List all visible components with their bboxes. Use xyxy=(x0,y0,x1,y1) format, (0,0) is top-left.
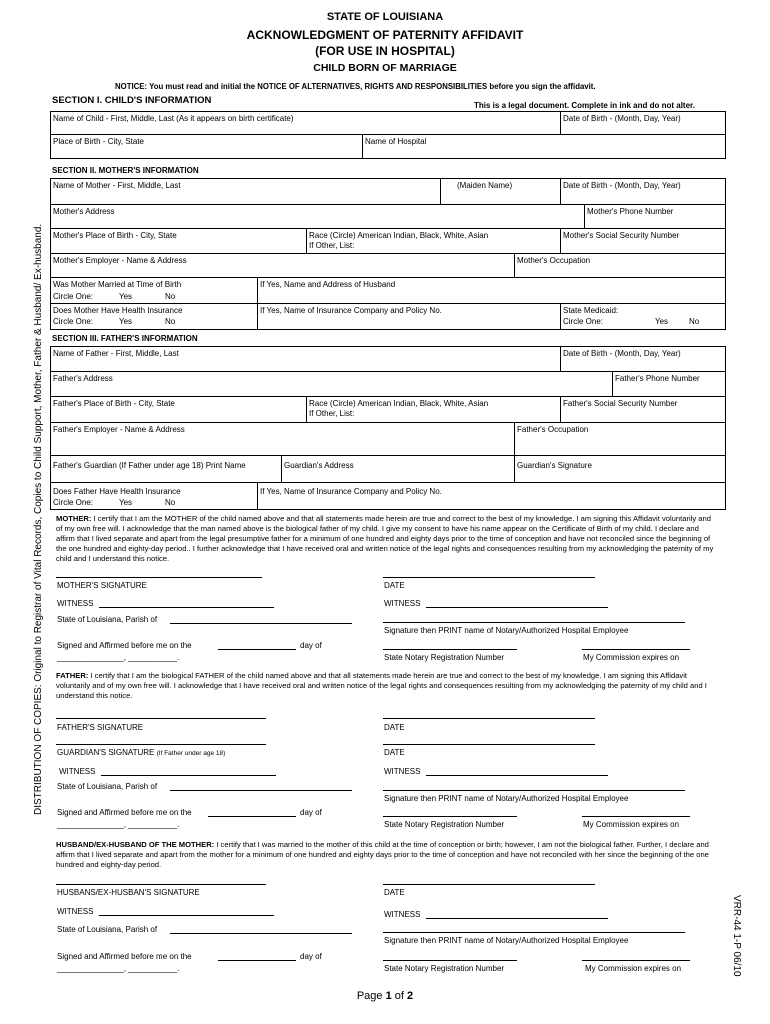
husband-lead: HUSBAND/EX-HUSBAND OF THE MOTHER: xyxy=(56,840,215,849)
father-lead: FATHER: xyxy=(56,671,89,680)
field-label: Was Mother Married at Time of Birth xyxy=(53,280,182,289)
husband-date-line[interactable] xyxy=(383,884,595,885)
husband-parish-line[interactable] xyxy=(170,933,352,934)
field-label: If Other, List: xyxy=(309,241,355,250)
mother-registration-label: State Notary Registration Number xyxy=(384,653,505,662)
husband-signature-line[interactable] xyxy=(56,884,266,885)
field-label: Name of Child - First, Middle, Last (As it appears on birth certificate) xyxy=(53,114,294,123)
guardian-signature-field[interactable] xyxy=(514,455,726,483)
form-subtitle: (FOR USE IN HOSPITAL) xyxy=(315,44,455,58)
field-label: Race (Circle) American Indian, Black, White, Asian xyxy=(309,231,489,240)
mother-date-line[interactable] xyxy=(383,577,595,578)
husband-signed-label: Signed and Affirmed before me on the xyxy=(57,952,192,961)
father-insurance-field[interactable] xyxy=(50,482,258,510)
husband-parish-label: State of Louisiana, Parish of xyxy=(57,925,158,934)
husband-signature-label: HUSBANS/EX-HUSBAN'S SIGNATURE xyxy=(57,888,200,897)
mother-commission-label: My Commission expires on xyxy=(583,653,680,662)
mother-insurance-company-field[interactable] xyxy=(257,303,561,330)
father-notary-label: Signature then PRINT name of Notary/Authorized Hospital Employee xyxy=(384,794,629,803)
father-name-field[interactable] xyxy=(50,346,561,372)
husband-certification xyxy=(56,840,716,870)
mother-race-field[interactable] xyxy=(306,228,561,254)
field-label: Guardian's Signature xyxy=(517,461,592,470)
circle-one-label: Circle One: xyxy=(53,317,94,326)
section-3-title: SECTION III. FATHER'S INFORMATION xyxy=(52,334,198,343)
mother-witness-line[interactable] xyxy=(99,607,274,608)
page-total: 2 xyxy=(407,990,414,1002)
field-label: (Maiden Name) xyxy=(457,181,513,190)
father-witness-line[interactable] xyxy=(101,775,276,776)
mother-name-field[interactable] xyxy=(50,178,441,205)
mother-notary-line[interactable] xyxy=(383,622,685,623)
option-yes[interactable]: Yes xyxy=(119,317,133,326)
father-registration-line[interactable] xyxy=(383,816,517,817)
father-pob-field[interactable] xyxy=(50,396,307,423)
legal-note: This is a legal document. Complete in ink and do not alter. xyxy=(474,101,695,110)
field-label: Date of Birth - (Month, Day, Year) xyxy=(563,114,681,123)
field-label: Name of Mother - First, Middle, Last xyxy=(53,181,181,190)
father-phone-field[interactable] xyxy=(612,371,726,397)
option-no[interactable]: No xyxy=(689,317,700,326)
husband-notary-label: Signature then PRINT name of Notary/Authorized Hospital Employee xyxy=(384,936,629,945)
guardian-address-field[interactable] xyxy=(281,455,515,483)
guardian-signature-label xyxy=(57,748,225,759)
father-year-blank[interactable]: _______________, ___________. xyxy=(57,820,180,829)
father-text: I certify that I am the biological FATHER of the child named above and that all statements made herein are true and correct to the best of my knowledge. I am signing this Affidavit voluntarily and of my own free will. I acknowledge that I have received oral and written notice of the legal rights and consequences resulting from my acknowledging the paternity of my child and I understand this notice. xyxy=(56,671,707,700)
field-label: Mother's Address xyxy=(53,207,115,216)
father-certification xyxy=(56,671,716,701)
form-subtitle-2: CHILD BORN OF MARRIAGE xyxy=(313,62,457,74)
page-number xyxy=(0,990,770,1003)
father-registration-label: State Notary Registration Number xyxy=(384,820,505,829)
mother-year-blank[interactable]: _______________, ___________. xyxy=(57,653,180,662)
husband-commission-line[interactable] xyxy=(582,960,690,961)
mother-signed-label: Signed and Affirmed before me on the xyxy=(57,641,192,650)
field-label: Mother's Employer - Name & Address xyxy=(53,256,187,265)
field-label: If Yes, Name of Insurance Company and Policy No. xyxy=(260,306,442,315)
page-of: of xyxy=(391,990,408,1002)
mother-certification xyxy=(56,514,716,564)
father-witness-label: WITNESS xyxy=(59,767,96,776)
father-date-line[interactable] xyxy=(383,718,595,719)
husband-witness2-label: WITNESS xyxy=(384,910,421,919)
mother-signature-label: MOTHER'S SIGNATURE xyxy=(57,581,147,590)
mother-parish-label: State of Louisiana, Parish of xyxy=(57,615,158,624)
mother-notary-label: Signature then PRINT name of Notary/Authorized Hospital Employee xyxy=(384,626,629,635)
hospital-name-field[interactable] xyxy=(362,134,726,159)
circle-one-label: Circle One: xyxy=(563,317,604,326)
field-label: Mother's Phone Number xyxy=(587,207,674,216)
father-signed-label: Signed and Affirmed before me on the xyxy=(57,808,192,817)
mother-witness2-label: WITNESS xyxy=(384,599,421,608)
section-1-title: SECTION I. CHILD'S INFORMATION xyxy=(52,95,212,106)
mother-married-field[interactable] xyxy=(50,277,258,304)
father-date2-label: DATE xyxy=(384,748,405,757)
father-date2-line[interactable] xyxy=(383,744,595,745)
distribution-note: DISTRIBUTION OF COPIES: Original to Registrar of Vital Records, Copies to Child Support, Mother, Father & Husband/ Ex-husband. xyxy=(33,223,44,815)
circle-one-label: Circle One: xyxy=(53,292,94,301)
husband-registration-label: State Notary Registration Number xyxy=(384,964,505,973)
father-employer-field[interactable] xyxy=(50,422,515,456)
mother-witness-label: WITNESS xyxy=(57,599,94,608)
father-date-label: DATE xyxy=(384,723,405,732)
mother-phone-field[interactable] xyxy=(584,204,726,229)
mother-commission-line[interactable] xyxy=(582,649,690,650)
husband-witness-label: WITNESS xyxy=(57,907,94,916)
mother-occupation-field[interactable] xyxy=(514,253,726,278)
husband-witness2-line[interactable] xyxy=(426,918,608,919)
husband-commission-label: My Commission expires on xyxy=(585,964,682,973)
father-address-field[interactable] xyxy=(50,371,613,397)
mother-address-field[interactable] xyxy=(50,204,585,229)
field-label: Mother's Social Security Number xyxy=(563,231,680,240)
mother-witness2-line[interactable] xyxy=(426,607,608,608)
field-label: Father's Place of Birth - City, State xyxy=(53,399,175,408)
husband-name-field[interactable] xyxy=(257,277,726,304)
option-yes[interactable]: Yes xyxy=(119,498,133,507)
page-current: 1 xyxy=(385,990,392,1002)
field-label: Mother's Occupation xyxy=(517,256,591,265)
father-insurance-company-field[interactable] xyxy=(257,482,726,510)
mother-signature-line[interactable] xyxy=(56,577,262,578)
mother-parish-line[interactable] xyxy=(170,623,352,624)
field-label: Father's Address xyxy=(53,374,113,383)
father-commission-label: My Commission expires on xyxy=(583,820,680,829)
mother-dayof-label: day of xyxy=(300,641,322,650)
child-pob-field[interactable] xyxy=(50,134,363,159)
section-2-title: SECTION II. MOTHER'S INFORMATION xyxy=(52,166,199,175)
field-label: Name of Hospital xyxy=(365,137,427,146)
father-ssn-field[interactable] xyxy=(560,396,726,423)
page-prefix: Page xyxy=(356,990,386,1002)
option-no[interactable]: No xyxy=(165,498,176,507)
mother-insurance-field[interactable] xyxy=(50,303,258,330)
field-label: Father's Social Security Number xyxy=(563,399,678,408)
mother-registration-line[interactable] xyxy=(383,649,517,650)
father-dob-field[interactable] xyxy=(560,346,726,372)
field-label: Name of Father - First, Middle, Last xyxy=(53,349,179,358)
mother-date-label: DATE xyxy=(384,581,405,590)
father-signature-line[interactable] xyxy=(56,718,266,719)
mother-lead: MOTHER: xyxy=(56,514,92,523)
mother-signed-line[interactable] xyxy=(218,649,296,650)
mother-maiden-field[interactable] xyxy=(440,178,561,205)
guardian-sig-text: GUARDIAN'S SIGNATURE xyxy=(57,748,155,757)
field-label: Race (Circle) American Indian, Black, White, Asian xyxy=(309,399,489,408)
father-occupation-field[interactable] xyxy=(514,422,726,456)
field-label: State Medicaid: xyxy=(563,306,619,315)
husband-witness-line[interactable] xyxy=(99,915,274,916)
field-label: If Other, List: xyxy=(309,409,355,418)
state-heading: STATE OF LOUISIANA xyxy=(326,11,444,23)
father-dayof-label: day of xyxy=(300,808,322,817)
field-label: Mother's Place of Birth - City, State xyxy=(53,231,177,240)
husband-registration-line[interactable] xyxy=(383,960,517,961)
father-signature-label: FATHER'S SIGNATURE xyxy=(57,723,144,732)
mother-medicaid-field[interactable] xyxy=(560,303,726,330)
field-label: Does Father Have Health Insurance xyxy=(53,487,181,496)
option-no[interactable]: No xyxy=(165,317,176,326)
child-name-field[interactable] xyxy=(50,111,561,135)
father-race-field[interactable] xyxy=(306,396,561,423)
child-dob-field[interactable] xyxy=(560,111,726,135)
father-notary-line[interactable] xyxy=(383,790,685,791)
mother-ssn-field[interactable] xyxy=(560,228,726,254)
husband-signed-line[interactable] xyxy=(218,960,296,961)
mother-text: I certify that I am the MOTHER of the child named above and that all statements made herein are true and correct to the best of my knowledge. I am signing this Affidavit voluntarily and of my own free will. I acknowledge that the man named above is the biological father of my child. I give my consent to have his name appear on the Certificate of Birth of my child. I declare and affirm that I lived separate and apart from the legal presumptive father for a minimum of one hundred and eighty days prior to the time of conception and have not reconciled since the beginning of the one hundred and eighty-day period.. I further acknowledge that I have received oral and written notice of the legal rights and consequences resulting from my acknowledging the paternity of my child and I understand this notice. xyxy=(56,514,714,563)
notice-text: NOTICE: You must read and initial the NOTICE OF ALTERNATIVES, RIGHTS AND RESPONSIBILITIES before you sign the affidavit. xyxy=(115,82,596,91)
option-yes[interactable]: Yes xyxy=(119,292,133,301)
option-no[interactable]: No xyxy=(165,292,176,301)
father-witness2-line[interactable] xyxy=(426,775,608,776)
field-label: Father's Employer - Name & Address xyxy=(53,425,185,434)
field-label: If Yes, Name and Address of Husband xyxy=(260,280,396,289)
father-signed-line[interactable] xyxy=(208,816,296,817)
field-label: Father's Guardian (If Father under age 18) Print Name xyxy=(53,461,246,470)
mother-employer-field[interactable] xyxy=(50,253,515,278)
circle-one-label: Circle One: xyxy=(53,498,94,507)
form-title: ACKNOWLEDGMENT OF PATERNITY AFFIDAVIT xyxy=(246,28,524,42)
form-code: VRR-44 1-P 06/10 xyxy=(731,895,742,977)
field-label: Father's Phone Number xyxy=(615,374,700,383)
mother-pob-field[interactable] xyxy=(50,228,307,254)
husband-notary-line[interactable] xyxy=(383,932,685,933)
father-witness2-label: WITNESS xyxy=(384,767,421,776)
father-guardian-field[interactable] xyxy=(50,455,282,483)
father-parish-line[interactable] xyxy=(170,790,352,791)
field-label: If Yes, Name of Insurance Company and Policy No. xyxy=(260,487,442,496)
husband-text: I certify that I was married to the mother of this child at the time of conception or birth; however, I am not the biological father. Further, I declare and affirm that I lived separate and apart from the mother for a minimum of one hundred and eighty days prior to the time of conception and have not reconciled with her since the beginning of the one hundred and eighty-day period. xyxy=(56,840,709,869)
field-label: Place of Birth - City, State xyxy=(53,137,144,146)
husband-dayof-label: day of xyxy=(300,952,322,961)
field-label: Guardian's Address xyxy=(284,461,354,470)
field-label: Father's Occupation xyxy=(517,425,589,434)
husband-year-blank[interactable]: _______________, ___________. xyxy=(57,964,180,973)
father-parish-label: State of Louisiana, Parish of xyxy=(57,782,158,791)
guardian-signature-line[interactable] xyxy=(56,744,266,745)
field-label: Date of Birth - (Month, Day, Year) xyxy=(563,349,681,358)
field-label: Does Mother Have Health Insurance xyxy=(53,306,183,315)
option-yes[interactable]: Yes xyxy=(655,317,669,326)
father-commission-line[interactable] xyxy=(582,816,690,817)
husband-date-label: DATE xyxy=(384,888,405,897)
field-label: Date of Birth - (Month, Day, Year) xyxy=(563,181,681,190)
mother-dob-field[interactable] xyxy=(560,178,726,205)
guardian-note: (If Father under age 18) xyxy=(156,750,226,757)
